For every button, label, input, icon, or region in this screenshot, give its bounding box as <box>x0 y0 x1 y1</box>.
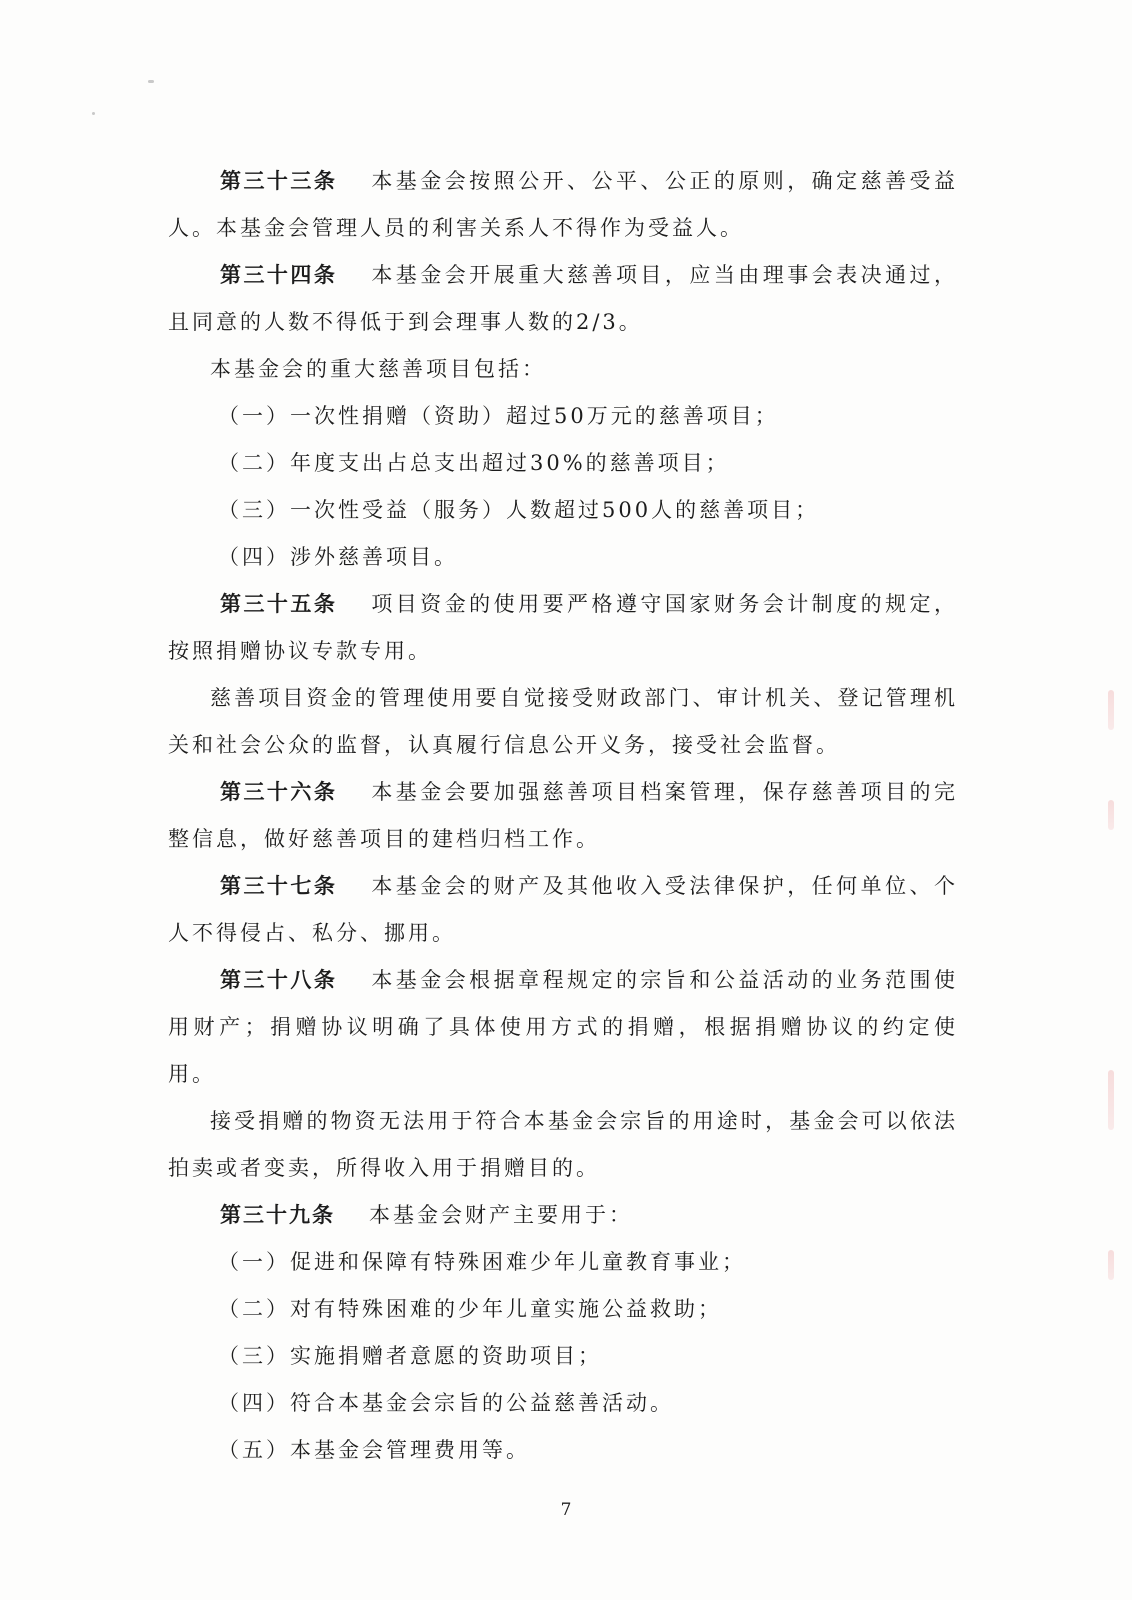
scan-speck <box>92 112 95 115</box>
page-number: 7 <box>560 1500 572 1520</box>
stamp-edge-mark <box>1108 1250 1114 1280</box>
document-body <box>168 158 958 1474</box>
article-text: 本基金会根据章程规定的宗旨和公益活动的业务范围使用财产；捐赠协议明确了具体使用方式的捐赠，根据捐赠协议的约定使用。 <box>168 968 959 1086</box>
article-text: 本基金会按照公开、公平、公正的原则，确定慈善受益人。本基金会管理人员的利害关系人不得作为受益人。 <box>168 169 959 240</box>
paragraph: 接受捐赠的物资无法用于符合本基金会宗旨的用途时，基金会可以依法拍卖或者变卖，所得收入用于捐赠目的。 <box>168 1109 958 1180</box>
article-text: 本基金会要加强慈善项目档案管理，保存慈善项目的完整信息，做好慈善项目的建档归档工作。 <box>168 780 959 851</box>
article-heading: 第三十八条 <box>220 968 338 992</box>
list-item: （一）促进和保障有特殊困难少年儿童教育事业； <box>218 1250 746 1274</box>
article-text: 本基金会的财产及其他收入受法律保护，任何单位、个人不得侵占、私分、挪用。 <box>168 874 959 945</box>
article-7 <box>168 1192 958 1239</box>
list-item: （三）一次性受益（服务）人数超过500人的慈善项目； <box>218 498 820 522</box>
article-4 <box>168 769 958 863</box>
list-item: （四）符合本基金会宗旨的公益慈善活动。 <box>218 1391 674 1415</box>
article-6 <box>168 957 958 1098</box>
paragraph: 慈善项目资金的管理使用要自觉接受财政部门、审计机关、登记管理机关和社会公众的监督，认真履行信息公开义务，接受社会监督。 <box>168 686 958 757</box>
article-heading: 第三十七条 <box>220 874 338 898</box>
stamp-edge-mark <box>1108 690 1114 730</box>
article-heading: 第三十九条 <box>220 1203 335 1227</box>
list-item: （三）实施捐赠者意愿的资助项目； <box>218 1344 602 1368</box>
article-heading: 第三十六条 <box>220 780 338 804</box>
list-item: （四）涉外慈善项目。 <box>218 545 458 569</box>
article-heading: 第三十三条 <box>220 169 338 193</box>
stamp-edge-mark <box>1108 800 1114 830</box>
article-heading: 第三十五条 <box>220 592 338 616</box>
article-text: 本基金会财产主要用于： <box>369 1203 633 1227</box>
article-1 <box>168 158 958 252</box>
article-5 <box>168 863 958 957</box>
article-2 <box>168 252 958 346</box>
article-text: 项目资金的使用要严格遵守国家财务会计制度的规定，按照捐赠协议专款专用。 <box>168 592 959 663</box>
article-heading: 第三十四条 <box>220 263 338 287</box>
article-text: 本基金会开展重大慈善项目，应当由理事会表决通过，且同意的人数不得低于到会理事人数的2/3。 <box>168 263 959 334</box>
list-item: （五）本基金会管理费用等。 <box>218 1438 530 1462</box>
article-3 <box>168 581 958 675</box>
list-item: （二）对有特殊困难的少年儿童实施公益救助； <box>218 1297 722 1321</box>
list-item: （二）年度支出占总支出超过30%的慈善项目； <box>218 451 730 475</box>
paragraph: 本基金会的重大慈善项目包括： <box>210 357 546 381</box>
scan-speck <box>148 80 154 83</box>
stamp-edge-mark <box>1108 1070 1114 1130</box>
list-item: （一）一次性捐赠（资助）超过50万元的慈善项目； <box>218 404 779 428</box>
